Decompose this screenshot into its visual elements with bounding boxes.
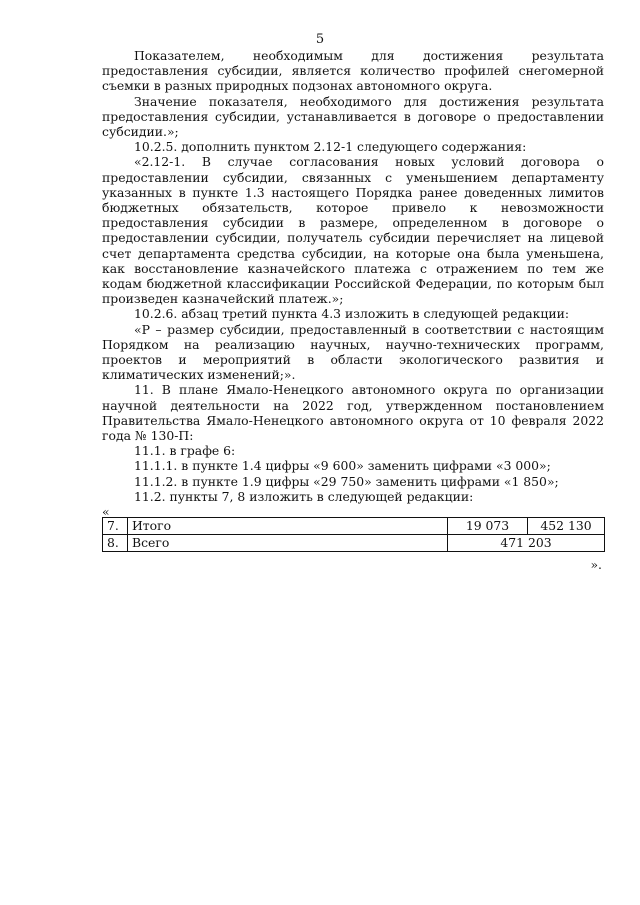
page-number: 5 bbox=[315, 32, 325, 47]
row-name: Всего bbox=[128, 535, 448, 552]
row-name: Итого bbox=[128, 518, 448, 535]
paragraph: 11.1.2. в пункте 1.9 цифры «29 750» заменить цифрами «1 850»; bbox=[134, 473, 559, 489]
paragraph: Значение показателя, необходимого для достижения результата предоставления субсидии, устанавливается в договоре о предоставлении субсидии.»; bbox=[102, 93, 604, 140]
table-close-quote: ». bbox=[590, 557, 602, 573]
paragraph: «2.12-1. В случае согласования новых условий договора о предоставлении субсидии, связанных с уменьшением департаменту указанных в пункте 1.3 настоящего Порядка ранее доведенных лимитов бюджетных обязательств, которое привело к невозможности предоставления субсидии в размере, определенном в договоре о предоставлении субсидии, получатель субсидии перечисляет на лицевой счет департамента средства субсидии, на которые она была уменьшена, как восстановление казначейского платежа с отражением по тем же кодам бюджетной классификации Российской Федерации, по которым был произведен казначейский платеж.»; bbox=[102, 154, 604, 307]
row-value: 19 073 bbox=[448, 518, 528, 535]
table-open-quote: « bbox=[102, 504, 110, 520]
row-value: 452 130 bbox=[528, 518, 605, 535]
row-number: 8. bbox=[103, 535, 128, 552]
paragraph: 11.2. пункты 7, 8 изложить в следующей редакции: bbox=[134, 488, 474, 504]
paragraph: 10.2.5. дополнить пунктом 2.12-1 следующего содержания: bbox=[134, 139, 527, 155]
table-row bbox=[103, 518, 605, 535]
paragraph: 10.2.6. абзац третий пункта 4.3 изложить в следующей редакции: bbox=[134, 306, 570, 322]
row-total: 471 203 bbox=[448, 535, 605, 552]
paragraph: «Р – размер субсидии, предоставленный в соответствии с настоящим Порядком на реализацию научных, научно-технических программ, проектов и мероприятий в области экологического развития и климатических изменений;». bbox=[102, 321, 604, 383]
document-body bbox=[102, 48, 604, 572]
paragraph: 11.1.1. в пункте 1.4 цифры «9 600» заменить цифрами «3 000»; bbox=[134, 458, 551, 474]
paragraph: 11. В плане Ямало-Ненецкого автономного округа по организации научной деятельности на 2022 год, утвержденном постановлением Правительства Ямало-Ненецкого автономного округа от 10 февраля 2022 года № 130-П: bbox=[102, 382, 604, 444]
paragraph: Показателем, необходимым для достижения результата предоставления субсидии, является количество профилей снегомерной съемки в разных природных подзонах автономного округа. bbox=[102, 48, 604, 94]
row-number: 7. bbox=[103, 518, 128, 535]
paragraph: 11.1. в графе 6: bbox=[134, 443, 236, 459]
plan-table bbox=[102, 517, 605, 552]
table-row bbox=[103, 535, 605, 552]
